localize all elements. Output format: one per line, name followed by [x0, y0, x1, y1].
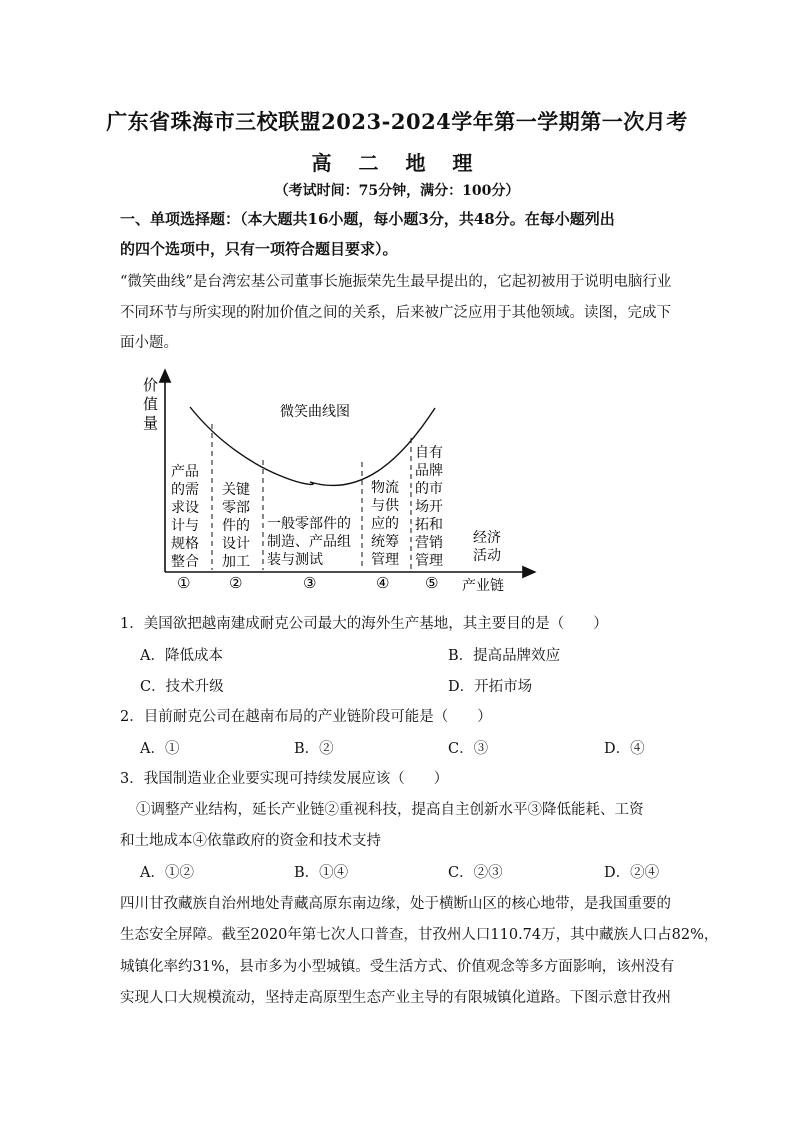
stage3-text-1: 一般零部件的 — [267, 516, 351, 532]
q2-option-d: D．④ — [604, 741, 645, 757]
q2-option-c: C．③ — [448, 741, 489, 757]
figure-title: 微笑曲线图 — [280, 404, 350, 420]
q2-stem: 2．目前耐克公司在越南布局的产业链阶段可能是（ ） — [120, 709, 492, 725]
stage4-text-1: 物流 — [371, 480, 399, 496]
q2-option-b: B．② — [294, 741, 334, 757]
exam-info: （考试时间：75分钟，满分：100分） — [274, 183, 520, 199]
stage2-marker: ② — [229, 574, 243, 592]
stage5-marker: ⑤ — [425, 574, 439, 592]
stage5-text-3: 的市 — [415, 481, 443, 497]
intro2-line2: 生态安全屏障。截至2020年第七次人口普查，甘孜州人口110.74万，其中藏族人口占82%， — [120, 927, 719, 943]
stage5-text-4: 场开 — [415, 499, 443, 515]
econ-label-1: 经济 — [473, 530, 501, 546]
stage1-text-2: 的需 — [171, 482, 199, 498]
intro2-line3: 城镇化率约31%，县市多为小型城镇。受生活方式、价值观念等多方面影响，该州没有 — [120, 959, 675, 975]
section-heading-line1: 一、单项选择题：（本大题共16小题，每小题3分，共48分。在每小题列出 — [120, 210, 615, 228]
stage5-text-5: 拓和 — [415, 517, 443, 533]
q3-option-a: A．①② — [140, 865, 194, 881]
section-heading-line2: 的四个选项中，只有一项符合题目要求）。 — [120, 240, 398, 258]
stage2-text-4: 设计 — [222, 536, 250, 552]
q3-statements-line2: 和土地成本④依靠政府的资金和技术支持 — [120, 833, 381, 849]
q1-option-c: C．技术升级 — [140, 679, 224, 695]
q3-option-b: B．①④ — [294, 865, 349, 881]
x-axis-label: 产业链 — [462, 578, 504, 594]
stage1-text-3: 求设 — [171, 500, 199, 516]
stage2-text-3: 件的 — [222, 518, 250, 534]
q2-option-a: A．① — [140, 741, 180, 757]
stage5-text-7: 管理 — [415, 553, 443, 569]
smile-curve-figure — [130, 362, 550, 600]
stage2-text-5: 加工 — [222, 554, 250, 570]
y-label-2: 值 — [143, 395, 159, 413]
stage3-marker: ③ — [303, 574, 317, 592]
intro-paragraph-line2: 不同环节与所实现的附加价值之间的关系，后来被广泛应用于其他领域。读图，完成下 — [120, 305, 671, 321]
stage1-text-5: 规格 — [171, 536, 199, 552]
stage1-text-1: 产品 — [171, 464, 199, 480]
stage1-text-4: 计与 — [171, 518, 199, 534]
y-label-3: 量 — [143, 414, 159, 432]
stage3-text-2: 制造、产品组 — [267, 534, 351, 550]
econ-label-2: 活动 — [473, 548, 501, 564]
q3-statements-line1: ①调整产业结构，延长产业链②重视科技，提高自主创新水平③降低能耗、工资 — [136, 802, 644, 818]
stage4-text-5: 管理 — [371, 552, 399, 568]
q3-stem: 3．我国制造业企业要实现可持续发展应该（ ） — [120, 771, 449, 787]
q1-option-d: D．开拓市场 — [448, 679, 533, 695]
stage2-text-1: 关键 — [222, 482, 250, 498]
intro2-line1: 四川甘孜藏族自治州地处青藏高原东南边缘，处于横断山区的核心地带，是我国重要的 — [120, 896, 671, 912]
stage1-text-6: 整合 — [171, 554, 199, 570]
intro-paragraph-line1: “微笑曲线”是台湾宏基公司董事长施振荣先生最早提出的，它起初被用于说明电脑行业 — [120, 274, 672, 290]
q1-option-b: B．提高品牌效应 — [448, 648, 561, 664]
stage3-text-3: 装与测试 — [267, 552, 323, 568]
stage1-marker: ① — [177, 574, 191, 592]
stage5-text-2: 品牌 — [415, 463, 443, 479]
stage4-text-3: 应的 — [371, 516, 399, 532]
exam-title: 广东省珠海市三校联盟2023-2024学年第一学期第一次月考 — [106, 109, 688, 134]
stage5-text-6: 营销 — [415, 535, 443, 551]
q1-stem: 1．美国欲把越南建成耐克公司最大的海外生产基地，其主要目的是（ ） — [120, 616, 608, 632]
stage4-marker: ④ — [376, 574, 390, 592]
q3-option-d: D．②④ — [604, 865, 660, 881]
stage2-text-2: 零部 — [222, 500, 250, 516]
intro-paragraph-line3: 面小题。 — [120, 335, 178, 351]
q3-option-c: C．②③ — [448, 865, 503, 881]
stage5-text-1: 自有 — [415, 445, 443, 461]
stage4-text-4: 统筹 — [371, 534, 399, 550]
y-label-1: 价 — [143, 376, 159, 394]
subject-title: 高 二 地 理 — [311, 151, 483, 175]
intro2-line4: 实现人口大规模流动，坚持走高原型生态产业主导的有限城镇化道路。下图示意甘孜州 — [120, 990, 671, 1006]
q1-option-a: A．降低成本 — [140, 648, 223, 664]
stage4-text-2: 与供 — [371, 498, 399, 514]
